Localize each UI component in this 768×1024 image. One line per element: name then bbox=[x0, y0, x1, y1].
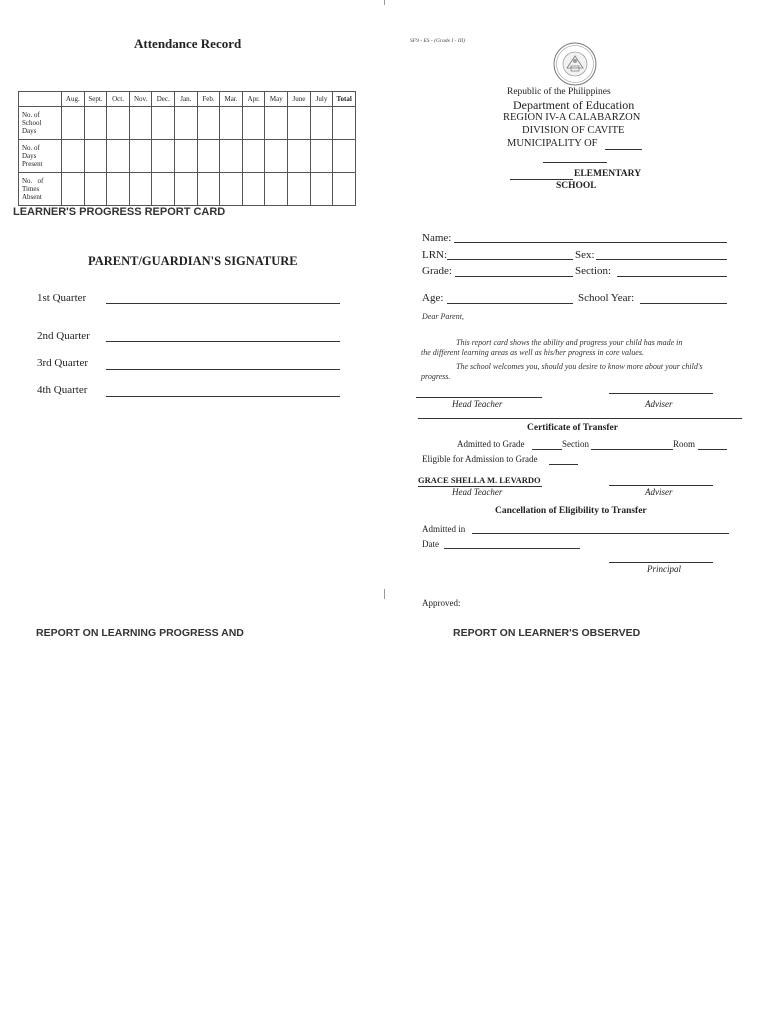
date-field[interactable] bbox=[444, 548, 580, 549]
certificate-title: Certificate of Transfer bbox=[527, 423, 618, 433]
quarter-4-signature-line[interactable] bbox=[106, 396, 340, 397]
row-label-times-absent bbox=[19, 173, 62, 206]
attendance-cell[interactable] bbox=[107, 173, 130, 206]
month-sept: Sept. bbox=[84, 92, 107, 107]
month-aug: Aug. bbox=[62, 92, 85, 107]
attendance-cell[interactable] bbox=[175, 107, 198, 140]
attendance-cell[interactable] bbox=[129, 140, 152, 173]
attendance-cell[interactable] bbox=[197, 173, 220, 206]
month-apr: Apr. bbox=[242, 92, 265, 107]
sex-field[interactable] bbox=[596, 259, 727, 260]
attendance-cell[interactable] bbox=[333, 173, 356, 206]
principal-label: Principal bbox=[647, 564, 681, 574]
row-label-line: No. of bbox=[22, 111, 40, 119]
attendance-cell[interactable] bbox=[152, 173, 175, 206]
quarter-2-label: 2nd Quarter bbox=[37, 330, 90, 342]
quarter-3-signature-line[interactable] bbox=[106, 369, 340, 370]
head-teacher-name: GRACE SHELLA M. LEVARDO bbox=[418, 475, 541, 485]
eligible-grade-field[interactable] bbox=[549, 464, 578, 465]
eligible-label: Eligible for Admission to Grade bbox=[422, 454, 538, 464]
month-oct: Oct. bbox=[107, 92, 130, 107]
letter-line-2: the different learning areas as well as his/her progress in core values. bbox=[421, 348, 644, 357]
quarter-2-signature-line[interactable] bbox=[106, 341, 340, 342]
attendance-cell[interactable] bbox=[84, 140, 107, 173]
attendance-cell[interactable] bbox=[152, 107, 175, 140]
attendance-table bbox=[18, 91, 356, 206]
section-transfer-label: Section bbox=[562, 439, 589, 449]
attendance-cell[interactable] bbox=[333, 107, 356, 140]
date-label: Date bbox=[422, 539, 439, 549]
attendance-cell[interactable] bbox=[197, 107, 220, 140]
fold-mark-top bbox=[384, 0, 385, 5]
adviser-label-2: Adviser bbox=[645, 487, 673, 497]
attendance-cell[interactable] bbox=[220, 140, 243, 173]
attendance-cell[interactable] bbox=[175, 173, 198, 206]
admitted-grade-label: Admitted to Grade bbox=[457, 439, 525, 449]
row-label-line: No. of bbox=[22, 177, 44, 185]
sex-label: Sex: bbox=[575, 249, 595, 261]
attendance-cell[interactable] bbox=[62, 173, 85, 206]
learning-progress-heading: REPORT ON LEARNING PROGRESS AND bbox=[36, 627, 244, 639]
attendance-cell[interactable] bbox=[265, 173, 288, 206]
month-dec: Dec. bbox=[152, 92, 175, 107]
attendance-cell[interactable] bbox=[84, 107, 107, 140]
head-teacher-signature-line[interactable] bbox=[416, 397, 542, 398]
attendance-cell[interactable] bbox=[310, 140, 333, 173]
row-label-line: No. of bbox=[22, 144, 40, 152]
quarter-4-label: 4th Quarter bbox=[37, 384, 88, 396]
dear-parent: Dear Parent, bbox=[422, 312, 464, 321]
attendance-cell[interactable] bbox=[288, 140, 311, 173]
month-feb: Feb. bbox=[197, 92, 220, 107]
approved-label: Approved: bbox=[422, 598, 461, 608]
attendance-cell[interactable] bbox=[129, 107, 152, 140]
row-label-line: Present bbox=[22, 160, 43, 168]
admitted-in-field[interactable] bbox=[472, 533, 729, 534]
region-label: REGION IV-A CALABARZON bbox=[503, 112, 641, 123]
principal-signature-line[interactable] bbox=[609, 562, 713, 563]
attendance-cell[interactable] bbox=[152, 140, 175, 173]
section-label: Section: bbox=[575, 265, 612, 277]
school-year-field[interactable] bbox=[640, 303, 727, 304]
attendance-cell[interactable] bbox=[220, 173, 243, 206]
school-label: SCHOOL bbox=[556, 181, 597, 191]
table-row bbox=[19, 107, 356, 140]
row-label-line: School bbox=[22, 119, 42, 127]
school-name-line[interactable] bbox=[510, 179, 573, 180]
month-july: July bbox=[310, 92, 333, 107]
attendance-header-row bbox=[19, 92, 356, 107]
grade-label: Grade: bbox=[422, 265, 452, 277]
section-field[interactable] bbox=[617, 276, 727, 277]
name-field[interactable] bbox=[454, 242, 727, 243]
attendance-cell[interactable] bbox=[107, 140, 130, 173]
adviser-signature-line[interactable] bbox=[609, 393, 713, 394]
division-label: DIVISION OF CAVITE bbox=[522, 125, 625, 136]
attendance-cell[interactable] bbox=[288, 107, 311, 140]
deped-seal-icon bbox=[553, 42, 597, 86]
signature-title: PARENT/GUARDIAN'S SIGNATURE bbox=[88, 254, 298, 268]
month-nov: Nov. bbox=[129, 92, 152, 107]
fold-mark-middle bbox=[384, 589, 385, 599]
attendance-cell[interactable] bbox=[62, 140, 85, 173]
school-year-label: School Year: bbox=[578, 292, 635, 304]
attendance-cell[interactable] bbox=[288, 173, 311, 206]
row-label-school-days bbox=[19, 107, 62, 140]
attendance-cell[interactable] bbox=[265, 140, 288, 173]
cancellation-title: Cancellation of Eligibility to Transfer bbox=[495, 506, 647, 516]
lrn-field[interactable] bbox=[447, 259, 573, 260]
municipality-label: MUNICIPALITY OF bbox=[507, 138, 598, 149]
month-mar: Mar. bbox=[220, 92, 243, 107]
month-june: June bbox=[288, 92, 311, 107]
month-total: Total bbox=[333, 92, 356, 107]
attendance-cell[interactable] bbox=[333, 140, 356, 173]
age-field[interactable] bbox=[447, 303, 573, 304]
admitted-in-label: Admitted in bbox=[422, 524, 466, 534]
attendance-corner-cell bbox=[19, 92, 62, 107]
room-label: Room bbox=[673, 439, 696, 449]
attendance-cell[interactable] bbox=[242, 140, 265, 173]
attendance-cell[interactable] bbox=[310, 107, 333, 140]
attendance-title: Attendance Record bbox=[134, 36, 242, 51]
municipality-line-2[interactable] bbox=[543, 162, 607, 163]
row-label-line: Days bbox=[22, 127, 37, 135]
admitted-grade-field[interactable] bbox=[532, 449, 562, 450]
room-field[interactable] bbox=[698, 449, 727, 450]
attendance-cell[interactable] bbox=[175, 140, 198, 173]
attendance-cell[interactable] bbox=[242, 107, 265, 140]
observed-values-heading: REPORT ON LEARNER'S OBSERVED bbox=[453, 627, 641, 639]
adviser-signature-line-2[interactable] bbox=[609, 485, 713, 486]
letter-line-3: The school welcomes you, should you desire to know more about your child's bbox=[456, 362, 703, 371]
month-jan: Jan. bbox=[175, 92, 198, 107]
attendance-cell[interactable] bbox=[129, 173, 152, 206]
table-row bbox=[19, 173, 356, 206]
lrn-label: LRN: bbox=[422, 249, 448, 261]
attendance-cell[interactable] bbox=[197, 140, 220, 173]
republic-label: Republic of the Philippines bbox=[507, 87, 611, 97]
quarter-1-signature-line[interactable] bbox=[106, 303, 340, 304]
grade-field[interactable] bbox=[455, 276, 573, 277]
quarter-1-label: 1st Quarter bbox=[37, 292, 87, 304]
attendance-cell[interactable] bbox=[62, 107, 85, 140]
head-teacher-label: Head Teacher bbox=[452, 399, 503, 409]
quarter-3-label: 3rd Quarter bbox=[37, 357, 89, 369]
attendance-cell[interactable] bbox=[265, 107, 288, 140]
report-card-title: LEARNER'S PROGRESS REPORT CARD bbox=[13, 206, 226, 218]
month-may: May bbox=[265, 92, 288, 107]
row-label-days-present bbox=[19, 140, 62, 173]
elementary-label: ELEMENTARY bbox=[574, 169, 642, 179]
letter-line-1: This report card shows the ability and progress your child has made in bbox=[456, 338, 683, 347]
attendance-cell[interactable] bbox=[310, 173, 333, 206]
department-label: Department of Education bbox=[513, 98, 635, 112]
attendance-cell[interactable] bbox=[107, 107, 130, 140]
name-label: Name: bbox=[422, 232, 452, 244]
attendance-cell[interactable] bbox=[84, 173, 107, 206]
row-label-line: Days bbox=[22, 152, 37, 160]
adviser-label: Adviser bbox=[645, 399, 673, 409]
row-label-line: Times bbox=[22, 185, 40, 193]
attendance-cell[interactable] bbox=[242, 173, 265, 206]
age-label: Age: bbox=[422, 292, 444, 304]
row-label-line: Absent bbox=[22, 193, 42, 201]
attendance-cell[interactable] bbox=[220, 107, 243, 140]
letter-line-4: progress. bbox=[421, 372, 451, 381]
form-code: SF9 - ES - (Grade I - III) bbox=[410, 38, 466, 44]
section-divider bbox=[418, 418, 742, 419]
head-teacher-label-2: Head Teacher bbox=[452, 487, 503, 497]
section-transfer-field[interactable] bbox=[591, 449, 673, 450]
municipality-line[interactable] bbox=[605, 149, 642, 150]
table-row bbox=[19, 140, 356, 173]
